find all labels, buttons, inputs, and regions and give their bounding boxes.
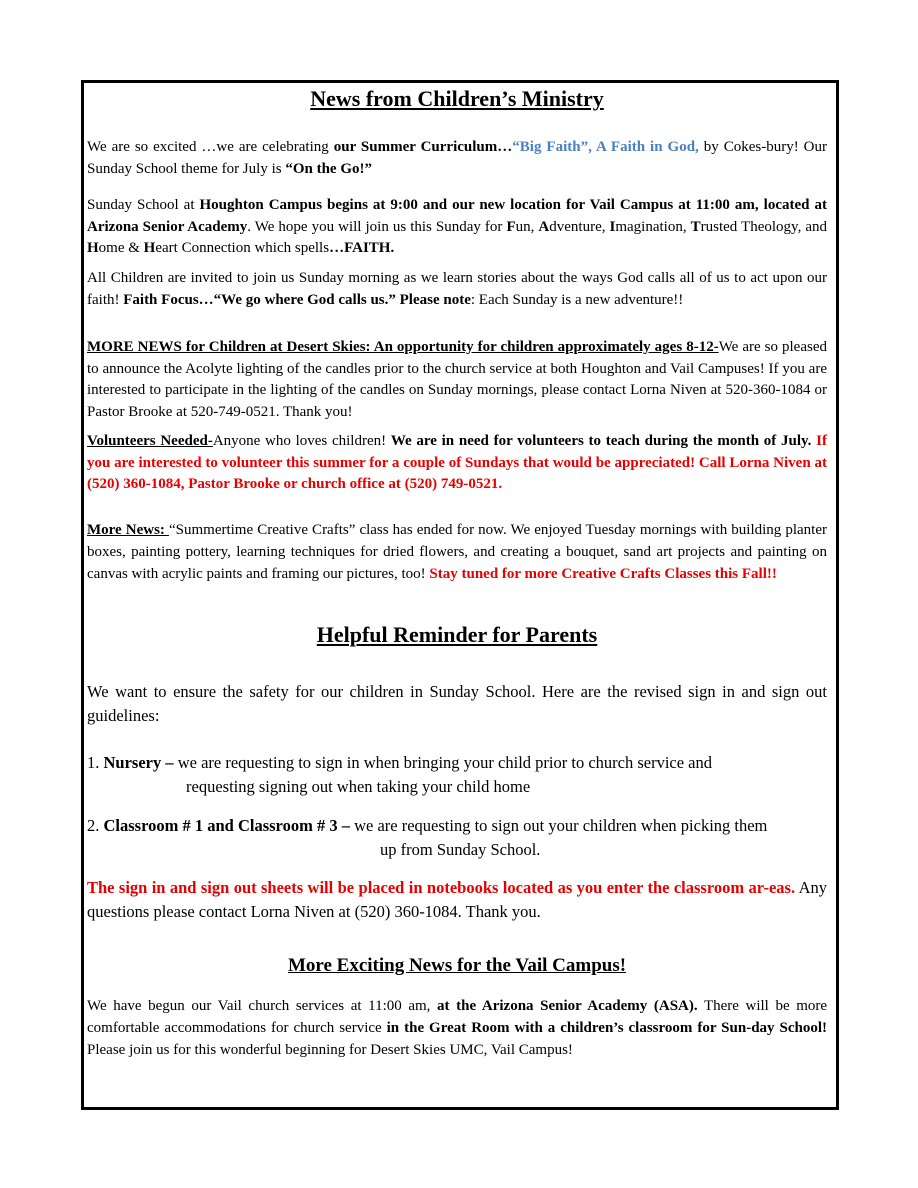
heading-vail-campus: More Exciting News for the Vail Campus! (287, 955, 627, 976)
list-item-classroom: 2. Classroom # 1 and Classroom # 3 – we are requesting to sign out your children when picking them up from Sunday School. (87, 816, 768, 859)
paragraph-vail-services: We have begun our Vail church services at 11:00 am, at the Arizona Senior Academy (ASA). There will be more comfortable accommodations for church service in the Great Room with a children’s classroom for Sun-day School! Please join us for this wonderful beginning for Desert Skies UMC, Vail Campus! (87, 998, 828, 1058)
paragraph-sunday-school: Sunday School at Houghton Campus begins at 9:00 and our new location for Vail Campus at 11:00 am, located at Arizona Senior Academy. We hope you will join us this Sunday for Fun, Adventure, Imagination, Trusted Theology, and Home & Heart Connection which spells…FAITH. (87, 197, 828, 256)
paragraph-volunteers-needed: Volunteers Needed-Anyone who loves children! We are in need for volunteers to teach during the month of July. If you are interested to volunteer this summer for a couple of Sundays that would be appreciated! Call Lorna Niven at (520) 360-1084, Pastor Brooke or church office at (520) 749-0521. (87, 433, 827, 492)
paragraph-creative-crafts: More News: “Summertime Creative Crafts” class has ended for now. We enjoyed Tuesday mornings with building planter boxes, painting pottery, learning techniques for dried flowers, and creating a bouquet, sand art projects and painting on canvas with acrylic paints and framing our pictures, too! Stay tuned for more Creative Crafts Classes this Fall!! (87, 522, 827, 582)
paragraph-summer-curriculum: We are so excited …we are celebrating our Summer Curriculum…“Big Faith”, A Faith in God, by Cokes-bury! Our Sunday School theme for July is “On the Go!” (87, 139, 827, 177)
list-item-nursery: 1. Nursery – we are requesting to sign in when bringing your child prior to church service and requesting signing out when taking your child home (87, 753, 713, 796)
heading-childrens-ministry: News from Children’s Ministry (310, 86, 604, 111)
paragraph-safety-intro: We want to ensure the safety for our children in Sunday School. Here are the revised sign in and sign out guidelines: (87, 682, 827, 725)
paragraph-faith-focus: All Children are invited to join us Sunday morning as we learn stories about the ways God calls all of us to act upon our faith! Faith Focus…“We go where God calls us.” Please note: Each Sunday is a new adventure!! (87, 270, 827, 308)
paragraph-acolyte-news: MORE NEWS for Children at Desert Skies: An opportunity for children approximately ages 8-12-We are so pleased to announce the Acolyte lighting of the candles prior to the church service at both Houghton and Vail Campuses! If you are interested to participate in the lighting of the candles on Sunday mornings, please contact Lorna Niven at 520-360-1084 or Pastor Brooke at 520-749-0521. Thank you! (87, 339, 827, 420)
heading-helpful-reminder: Helpful Reminder for Parents (316, 622, 598, 647)
paragraph-sign-in-sheets: The sign in and sign out sheets will be placed in notebooks located as you enter the classroom ar-eas. Any questions please contact Lorna Niven at (520) 360-1084. Thank you. (87, 878, 827, 921)
